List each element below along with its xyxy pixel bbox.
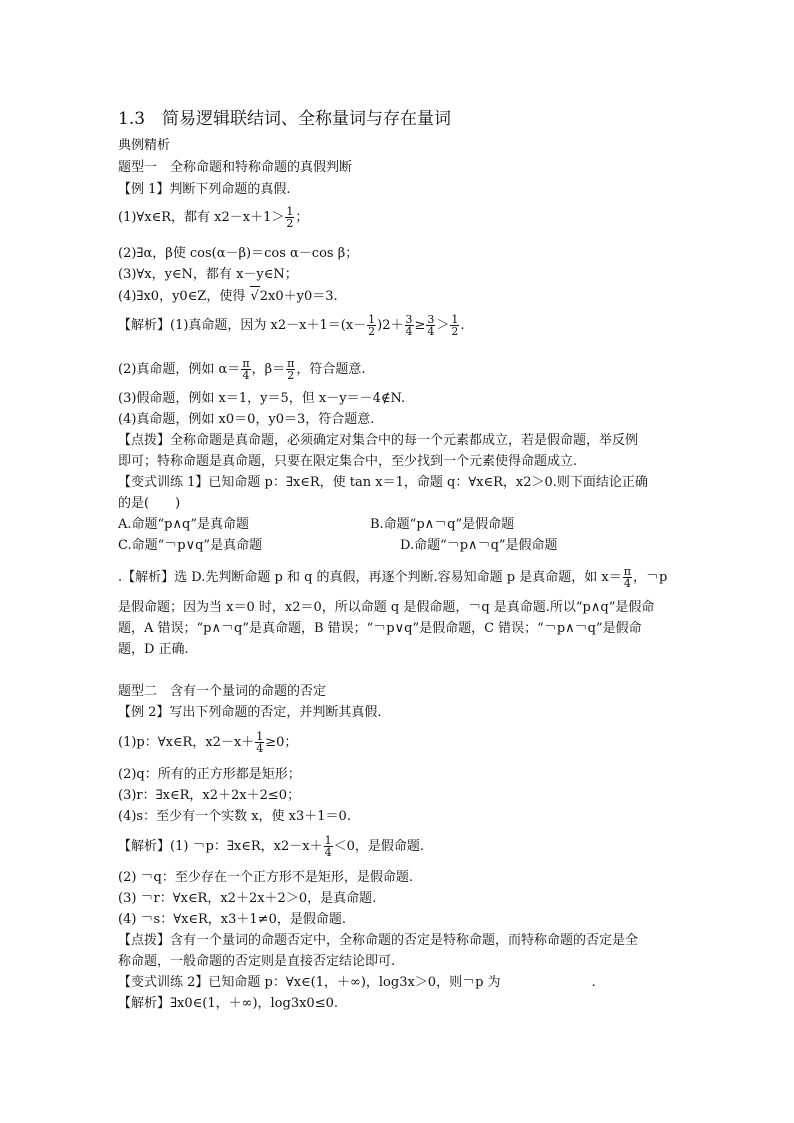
solution1-line2: (2)真命题，例如 α＝ $\frac{\pi}{4}$ ，β＝ $\frac{\pi}{2}$ ，符合题意. — [118, 357, 366, 382]
example2-item2: (2)q：所有的正方形都是矩形； — [118, 767, 301, 782]
fraction: $\frac{1}{2}$ — [286, 205, 294, 230]
solution2-line3: (3) ￢r：∀x∈R，x2＋2x＋2＞0，是真命题. — [118, 891, 377, 906]
type1-heading: 题型一 全称命题和特称命题的真假判断 — [118, 160, 353, 175]
option-a: A.命题“p∧q”是真命题 — [118, 517, 249, 532]
example2-item3: (3)r：∃x∈R，x2＋2x＋2≤0； — [118, 788, 301, 803]
exercise1-options-row1 — [118, 515, 515, 535]
solution1-line3: (3)假命题，例如 x＝1，y＝5，但 x－y＝－4∉N. — [118, 391, 406, 406]
section-label: 典例精析 — [118, 138, 171, 153]
tip1-line2: 即可；特称命题是真命题，只要在限定集合中，至少找到一个元素使得命题成立. — [118, 454, 578, 469]
example2-item1: (1)p：∀x∈R，x2－x＋ $\frac{1}{4}$ ≥0； — [118, 730, 298, 755]
tip2-line2: 称命题，一般命题的否定则是直接否定结论即可. — [118, 954, 396, 969]
option-c: C.命题“￢p∨q”是真命题 — [118, 538, 263, 553]
solution1-line4: (4)真命题，例如 x0＝0，y0＝3，符合题意. — [118, 412, 375, 427]
answer1-line1: .【解析】选 D.先判断命题 p 和 q 的真假，再逐个判断.容易知命题 p 是真命题，如 x＝ $\frac{\pi}{4}$ ，￢p — [118, 565, 668, 590]
sqrt-symbol: √ — [250, 286, 259, 307]
example1-item4: (4)∃x0，y0∈Z，使得 √2x0＋y0＝3. — [118, 286, 338, 307]
example2-item4: (4)s：至少有一个实数 x，使 x3＋1＝0. — [118, 809, 351, 824]
answer1-line4: 题，D 正确. — [118, 642, 189, 657]
option-d: D.命题“￢p∧￢q”是假命题 — [400, 538, 558, 553]
solution2-line4: (4) ￢s：∀x∈R，x3＋1≠0，是假命题. — [118, 912, 346, 927]
example1-item3: (3)∀x，y∈N，都有 x－y∈N； — [118, 267, 298, 282]
solution2-line2: (2) ￢q：至少存在一个正方形不是矩形，是假命题. — [118, 870, 414, 885]
exercise2: 【变式训练 2】已知命题 p：∀x∈(1，＋∞)，log3x＞0，则￢p 为 . — [118, 975, 596, 990]
exercise1-line1: 【变式训练 1】已知命题 p：∃x∈R，使 tan x＝1，命题 q：∀x∈R，x2＞0.则下面结论正确 — [118, 475, 648, 490]
solution1-line1: 【解析】(1)真命题，因为 x2－x＋1＝(x－ $\frac{1}{2}$ )2＋ $\frac{3}{4}$ ≥ $\frac{3}{4}$ ＞ $\frac{1}{2}$ . — [118, 313, 465, 338]
exercise1-line2: 的是( ) — [118, 496, 181, 511]
example1-item2: (2)∃α，β使 cos(α－β)＝cos α－cos β； — [118, 246, 359, 261]
page-title: 1.3 简易逻辑联结词、全称量词与存在量词 — [118, 109, 452, 129]
tip1-line1: 【点拨】全称命题是真命题，必须确定对集合中的每一个元素都成立，若是假命题，举反例 — [118, 433, 639, 448]
answer2: 【解析】∃x0∈(1，＋∞)，log3x0≤0. — [118, 996, 338, 1011]
example1-item1: (1)∀x∈R，都有 x2－x＋1＞ $\frac{1}{2}$ ； — [118, 205, 309, 230]
exercise1-options-row2 — [118, 536, 558, 556]
option-b: B.命题“p∧￢q”是假命题 — [370, 517, 515, 532]
tip2-line1: 【点拨】含有一个量词的命题否定中，全称命题的否定是特称命题，而特称命题的否定是全 — [118, 933, 639, 948]
example1-title: 【例 1】判断下列命题的真假. — [118, 182, 291, 197]
solution2-line1: 【解析】(1) ￢p：∃x∈R，x2－x＋ $\frac{1}{4}$ ＜0，是假命题. — [118, 834, 425, 859]
example2-title: 【例 2】写出下列命题的否定，并判断其真假. — [118, 705, 382, 720]
answer1-line2: 是假命题；因为当 x＝0 时，x2＝0，所以命题 q 是假命题，￢q 是真命题.所以“p∧q”是假命 — [118, 600, 655, 615]
type2-heading: 题型二 含有一个量词的命题的否定 — [118, 684, 327, 699]
answer1-line3: 题，A 错误；“p∧￢q”是真命题，B 错误；“￢p∨q”是假命题，C 错误；“￢p∧￢q”是假命 — [118, 621, 642, 636]
